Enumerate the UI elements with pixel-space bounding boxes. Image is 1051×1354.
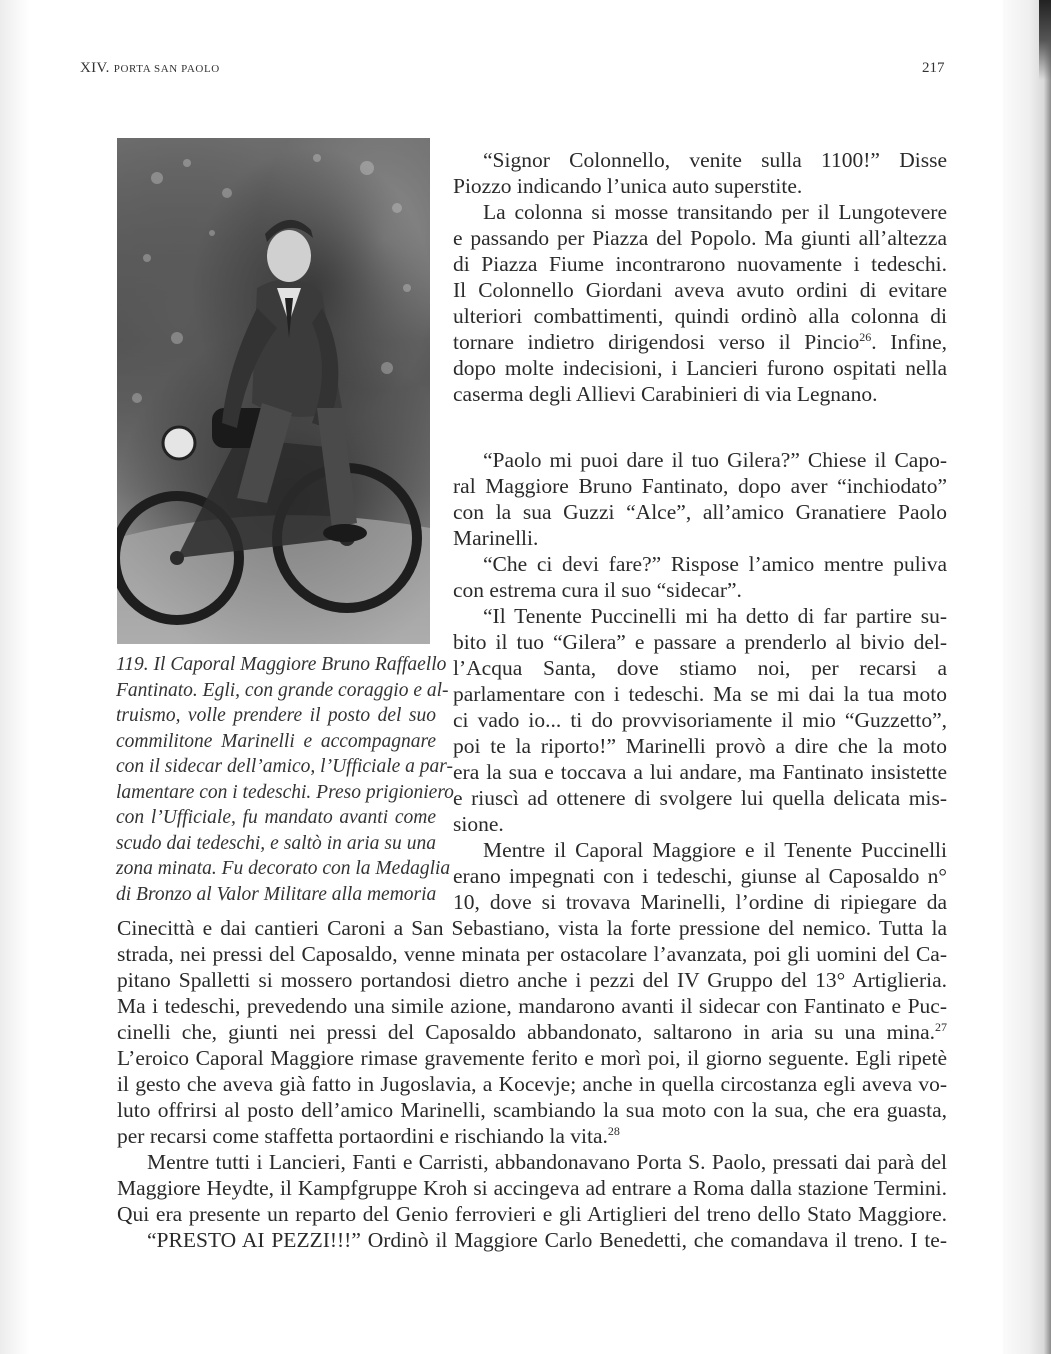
text-fragment: per recarsi come staffetta portaordini e rischiando la vita. (117, 1124, 608, 1148)
caption-line: scudo dai tedeschi, e saltò in aria su una (116, 832, 436, 854)
text-line: “PRESTO AI PEZZI!!!” Ordinò il Maggiore Carlo Benedetti, che comandava il treno. I te- (147, 1228, 947, 1252)
text-line: sione. (453, 812, 504, 836)
text-line: “Paolo mi puoi dare il tuo Gilera?” Chiese il Capo- (483, 448, 947, 472)
text-line: 10, dove si trovava Marinelli, l’ordine di ripiegare da (453, 890, 947, 914)
text-line: di Piazza Fiume incontrarono nuovamente i tedeschi. (453, 252, 947, 276)
text-line: “Il Tenente Puccinelli mi ha detto di far partire su- (483, 604, 947, 628)
text-line: La colonna si mosse transitando per il Lungotevere (483, 200, 947, 224)
chapter-number: XIV. (80, 60, 114, 76)
text-fragment: tornare indietro dirigendosi verso il Pincio (453, 330, 860, 354)
text-line: poi te la riporto!” Marinelli provò a dire che la moto (453, 734, 947, 758)
text-line: Marinelli. (453, 526, 539, 550)
scan-right-shadow (1003, 0, 1051, 1354)
text-line: Maggiore Heydte, il Kampfgruppe Kroh si accingeva ad entrare a Roma dalla stazione Termini. (117, 1176, 947, 1200)
text-line: strada, nei pressi del Caposaldo, venne minata per ostacolare l’avanzata, poi gli uomini del Ca- (117, 942, 947, 966)
text-fragment: cinelli che, giunti nei pressi del Caposaldo abbandonato, saltarono in aria su una mina. (117, 1020, 935, 1044)
footnote-ref: 27 (935, 1019, 947, 1034)
text-line: Mentre il Caporal Maggiore e il Tenente Puccinelli (483, 838, 947, 862)
caption-line: commilitone Marinelli e accompagnare (116, 730, 436, 752)
text-line: caserma degli Allievi Carabinieri di via Legnano. (453, 382, 878, 406)
text-line: Cinecittà e dai cantieri Caroni a San Sebastiano, vista la forte pressione del nemico. Tutta la (117, 916, 947, 940)
text-line: erano impegnati con i tedeschi, giunse al Caposaldo n° (453, 864, 947, 888)
text-line (453, 330, 947, 356)
caption-line: di Bronzo al Valor Militare alla memoria (116, 883, 437, 905)
chapter-title: PORTA SAN PAOLO (113, 63, 220, 75)
caption-line: con l’Ufficiale, fu mandato avanti come (116, 807, 436, 828)
running-head (80, 60, 220, 77)
text-line: dopo molte indecisioni, i Lancieri furono ospitati nella (453, 356, 947, 380)
text-line (117, 1020, 947, 1046)
page-number: 217 (922, 60, 945, 76)
text-line: Mentre tutti i Lancieri, Fanti e Carristi, abbandonavano Porta S. Paolo, pressati dai parà del (147, 1150, 947, 1174)
text-line (117, 1124, 947, 1150)
caption-line: 119. Il Caporal Maggiore Bruno Raffaello (116, 654, 447, 675)
photograph (117, 138, 430, 644)
text-line: Piozzo indicando l’unica auto superstite. (453, 174, 803, 198)
text-line: Il Colonnello Giordani aveva avuto ordini di evitare (453, 278, 947, 302)
text-line: luto offrirsi al posto dell’amico Marinelli, scambiando la sua moto con la sua, che era guasta, (117, 1098, 947, 1122)
footnote-ref: 26 (859, 329, 872, 344)
footnote-ref: 28 (607, 1123, 620, 1138)
text-line: ci vado io... ti do provvisoriamente il mio “Guzzetto”, (453, 708, 947, 732)
text-line: bito il tuo “Gilera” e passare a prenderlo al bivio del- (453, 630, 947, 654)
text-line: Ma i tedeschi, prevedendo una simile azione, mandarono avanti il sidecar con Fantinato e Puc- (117, 994, 947, 1018)
caption-line: con il sidecar dell’amico, l’Ufficiale a par- (116, 756, 453, 777)
text-line: con estrema cura il suo “sidecar”. (453, 578, 742, 602)
text-line: con la sua Guzzi “Alce”, all’amico Granatiere Paolo (453, 500, 947, 524)
text-line: e passando per Piazza del Popolo. Ma giunti all’altezza (453, 226, 947, 250)
scan-left-shadow (0, 0, 30, 1354)
text-fragment: . Infine, (871, 330, 947, 354)
photo-illustration (117, 138, 430, 644)
text-line: era la sua e toccava a lui andare, ma Fantinato insistette (453, 760, 947, 784)
caption-line: truismo, volle prendere il posto del suo (116, 705, 436, 726)
text-line: l’Acqua Santa, dove stiamo noi, per recarsi a (453, 656, 947, 680)
caption-line: zona minata. Fu decorato con la Medaglia (116, 858, 451, 879)
text-line: “Che ci devi fare?” Rispose l’amico mentre puliva (483, 552, 947, 576)
text-line: Qui era presente un reparto del Genio ferrovieri e gli Artiglieri del treno dello Stato Maggiore. (117, 1202, 947, 1226)
text-line: pitano Spalletti si mossero portandosi dietro anche i pezzi del IV Gruppo del 13° Artiglieria. (117, 968, 947, 992)
text-line: L’eroico Caporal Maggiore rimase gravemente ferito e morì poi, il giorno seguente. Egli ripetè (117, 1046, 947, 1070)
caption-line: Fantinato. Egli, con grande coraggio e al- (116, 679, 449, 701)
caption-line: lamentare con i tedeschi. Preso prigioniero (116, 781, 454, 803)
text-line: “Signor Colonnello, venite sulla 1100!” Disse (483, 148, 947, 172)
text-line: parlamentare con i tedeschi. Ma se mi dai la tua moto (453, 682, 947, 706)
text-line: ulteriori combattimenti, quindi ordinò alla colonna di (453, 304, 947, 328)
text-line: e riuscì ad ottenere di svolgere lui quella delicata mis- (453, 786, 947, 810)
text-line: il gesto che aveva già fatto in Jugoslavia, a Kocevje; anche in quella circostanza egli aveva vo- (117, 1072, 947, 1096)
photo-caption (116, 652, 454, 907)
text-line: ral Maggiore Bruno Fantinato, dopo aver “inchiodato” (453, 474, 947, 498)
scan-corner-mark (1039, 0, 1051, 80)
